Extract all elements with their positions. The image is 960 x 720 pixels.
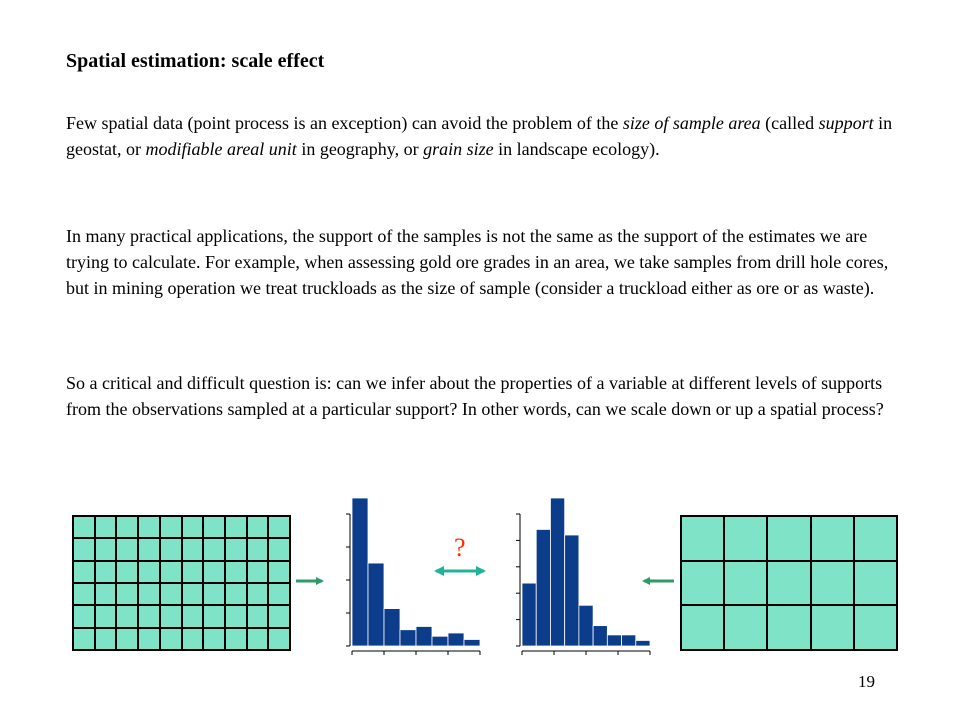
histogram-bar bbox=[400, 630, 416, 646]
italic-term: support bbox=[818, 113, 874, 133]
histogram-bar bbox=[384, 609, 400, 646]
text-run: in geostat, or bbox=[66, 113, 893, 159]
histogram-bar bbox=[579, 605, 593, 646]
slide-title: Spatial estimation: scale effect bbox=[66, 50, 325, 72]
histogram-bar bbox=[368, 563, 384, 646]
histogram-coarse-support bbox=[516, 498, 650, 655]
paragraph-critical-question: So a critical and difficult question is: can we infer about the properties of a variable at different levels of supports from the observations sampled at a particular support? In other words, can we scale down or up a spatial process? bbox=[66, 373, 884, 419]
histogram-bar bbox=[352, 498, 368, 646]
text-run: in landscape ecology). bbox=[493, 139, 660, 159]
histogram-bar bbox=[416, 626, 432, 646]
italic-term: size of sample area bbox=[622, 113, 761, 133]
italic-term: grain size bbox=[423, 139, 494, 159]
histogram-bar bbox=[448, 633, 464, 646]
paragraph-practical-applications: In many practical applications, the support of the samples is not the same as the support of the estimates we are trying to calculate. For example, when assessing gold ore grades in an area, we take samples from drill hole cores, but in mining operation we treat truckloads as the size of sample (consider a truckload either as ore or as waste). bbox=[66, 226, 889, 298]
histogram-bar bbox=[622, 635, 636, 646]
histogram-bar bbox=[536, 529, 550, 646]
histogram-bar bbox=[607, 635, 621, 646]
histogram-bar bbox=[432, 636, 448, 646]
question-mark: ? bbox=[454, 533, 466, 562]
text-run: Few spatial data (point process is an exception) can avoid the problem of the bbox=[66, 113, 623, 133]
text-run: in geography, or bbox=[296, 139, 424, 159]
text-run: (called bbox=[760, 113, 819, 133]
histogram-bar bbox=[464, 639, 480, 646]
histogram-bar bbox=[565, 535, 579, 646]
histogram-bar bbox=[636, 640, 650, 646]
histogram-bar bbox=[593, 626, 607, 646]
histogram-bar bbox=[550, 498, 564, 646]
histogram-bar bbox=[522, 583, 536, 646]
italic-term: modifiable areal unit bbox=[145, 139, 297, 159]
page-number: 19 bbox=[858, 672, 875, 691]
histogram-fine-support bbox=[346, 498, 480, 655]
